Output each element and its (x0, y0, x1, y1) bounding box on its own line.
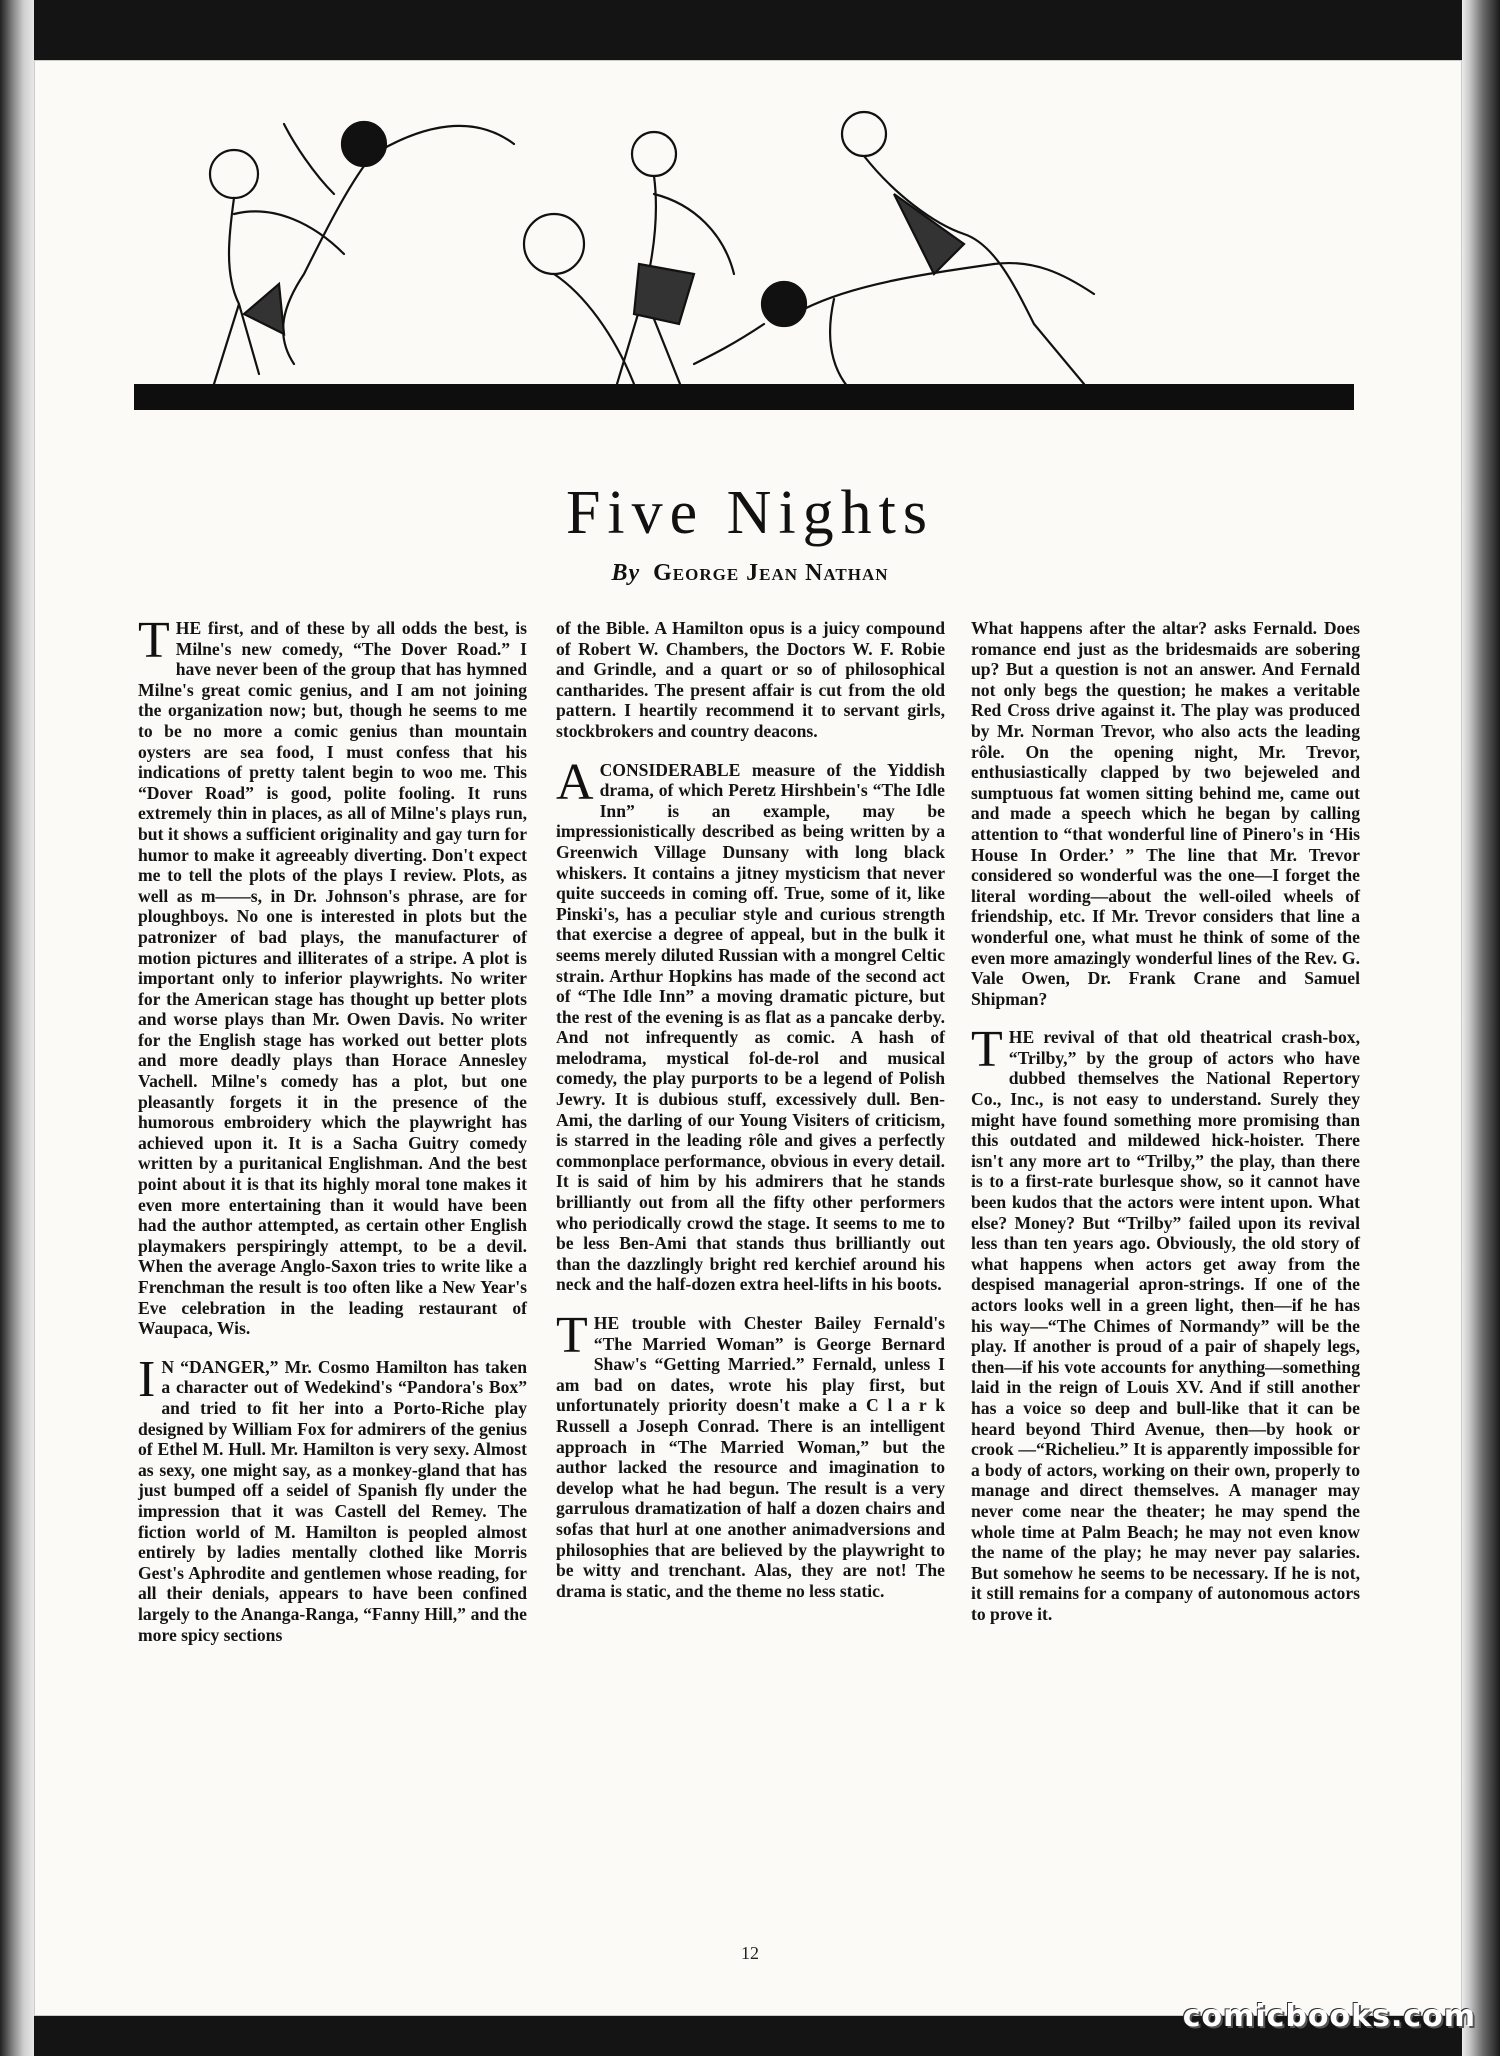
author-name: George Jean Nathan (653, 560, 889, 586)
text-column-1 (138, 612, 527, 1663)
text-column-3 (971, 618, 1360, 1643)
paragraph-text: HE first, and of these by all odds the best, is Milne's new comedy, “The Dover Road.” I have never been of the group that has hymned Milne's great comic genius, and I am not joining the organization now; but, though he seems to me to be no more a comic genius than mountain oysters are sea food, I must confess that his indications of pretty talent begin to woo me. This “Dover Road” is good, polite fooling. It runs extremely thin in places, as all of Milne's plays run, but it shows a sufficient originality and gay turn for humor to make it agreeably diverting. Don't expect me to tell the plots of the plays I review. Plots, as well as m——s, in Dr. Johnson's phrase, are for ploughboys. No one is interested in plots but the patronizer of bad plays, the manufacturer of motion pictures and illiterates of a stripe. A plot is important only to inferior playwrights. No writer for the American stage has thought up better plots and worse plays than Mr. Owen Davis. No writer for the English stage has worked out better plots and more deadly plays than Horace Annesley Vachell. Milne's comedy has a plot, but one pleasantly forgets it in the presence of the humorous embroidery which the playwright has achieved upon it. It is a Sacha Guitry comedy written by a puritanical Englishman. And the best point about it is that its highly moral tone makes it even more entertaining than it would have been had the author attempted, as certain other English playmakers perspiringly attempt, to be a devil. When the average Anglo-Saxon tries to write like a Frenchman the result is too often like a New Year's Eve celebration in the leading restaurant of Waupaca, Wis. (138, 618, 527, 1339)
site-watermark: comicbooks.com (1182, 1999, 1476, 2034)
drop-cap: T (556, 1307, 588, 1364)
paragraph (556, 618, 945, 742)
text-column-2 (556, 618, 945, 1619)
paragraph (971, 618, 1360, 1009)
dancer-head-icon (210, 150, 258, 198)
paragraph (138, 1350, 527, 1645)
binding-gutter-right (1462, 0, 1500, 2056)
paragraph-text: measure of the Yiddish drama, of which Peretz Hirshbein's “The Idle Inn” is an example, may be impressionistically described as being written by a Greenwich Village Dunsany with long black whiskers. It contains a jitney mysticism that never quite succeeds in coming off. True, some of it, like Pinski's, has a peculiar style and curious strength that exercise a degree of appeal, but in the bulk it seems merely diluted Russian with a mongrel Celtic strain. Arthur Hopkins has made of the second act of “The Idle Inn” a moving dramatic picture, but the rest of the evening is as flat as a pancake derby. And not infrequently as comic. A hash of melodrama, mystical fol-de-rol and musical comedy, the play purports to be a legend of Polish Jewry. It is dubious stuff, excessively dull. Ben-Ami, the darling of our Young Visiters of criticism, is starred in the leading rôle and gives a perfectly commonplace performance, obvious in every detail. It is said of him by his admirers that he stands brilliantly out from all the fifty other performers who periodically crowd the stage. It seems to me to be less Ben-Ami that stands thus brilliantly out than the dazzlingly bright red kerchief around his neck and the half-dozen extra heel-lifts in his boots. (556, 759, 945, 1295)
drop-cap: A (556, 753, 594, 811)
paragraph (556, 753, 945, 1295)
lead-in: CONSIDERABLE (599, 759, 741, 780)
byline (0, 560, 1500, 587)
binding-gutter-left (0, 0, 34, 2056)
illustration-floor-bar (134, 384, 1354, 410)
byline-prefix: By (611, 560, 641, 586)
paragraph (971, 1021, 1360, 1624)
drop-cap: T (138, 612, 170, 669)
page-number: 12 (741, 1943, 759, 1963)
paragraph-text: HE trouble with Chester Bailey Fernald's “The Married Woman” is George Bernard Shaw's “Getting Married.” Fernald, unless I am bad on dates, wrote his play first, but unfortunately priority doesn't make a C l a r k Russell a Joseph Conrad. There is an intelligent approach in “The Married Woman,” but the author lacked the resource and imagination to develop what he had begun. The result is a very garrulous dramatization of half a dozen chairs and sofas that hurl at one another animadversions and philosophies that are believed by the playwright to be witty and trenchant. Alas, they are not! The drama is static, and the theme no less static. (556, 1313, 945, 1601)
paragraph-text: N “DANGER,” Mr. Cosmo Hamilton has taken a character out of Wedekind's “Pandora's Box” and tried to fit her into a Porto-Riche play designed by William Fox for admirers of the genius of Ethel M. Hull. Mr. Hamilton is very sexy. Almost as sexy, one might say, as a monkey-gland that has just bumped off a seidel of Spanish fly under the impression that it was Castell del Remey. The fiction world of M. Hamilton is peopled almost entirely by ladies mentally clothed like Morris Gest's Aphrodite and gentlemen whose reading, for all their denials, appears to have been confined largely to the Ananga-Ranga, “Fanny Hill,” and the more spicy sections (138, 1356, 527, 1645)
paragraph-text: of the Bible. A Hamilton opus is a juicy compound of Robert W. Chambers, the Doctors W. F. Robie and Grindle, and a quart or so of philosophical cantharides. The present affair is cut from the old pattern. I heartily recommend it to servant girls, stockbrokers and country deacons. (556, 618, 945, 741)
paragraph-text: HE revival of that old theatrical crash-box, “Trilby,” by the group of actors who have dubbed themselves the National Repertory Co., Inc., is not easy to understand. Surely they might have found something more promising than this outdated and mildewed hick-hoister. There isn't any more art to “Trilby,” the play, than there is to a first-rate burlesque show, so it cannot have been kudos that the actors were intent upon. What else? Money? But “Trilby” failed upon its revival less than ten years ago. Obviously, the old story of what happens when actors get away from the despised managerial apron-strings. If one of the actors looks well in a green light, then—if he has his way—“The Chimes of Normandy” will be the play. If another is proud of a pair of shapely legs, then—if his vote accounts for anything—something laid in the reign of Louis XV. And if still another has a voice so deep and bull-like that it can be heard beyond Third Avenue, then—by hook or crook —“Richelieu.” It is apparently impossible for a body of actors, working on their own, properly to manage and direct themselves. A manager may never come near the theater; he may spend the whole time at Palm Beach; he may not even know the name of the play; he may never pay salaries. But somehow he seems to be necessary. If he is not, it still remains for a company of autonomous actors to prove it. (971, 1027, 1360, 1624)
paragraph (138, 612, 527, 1339)
dancers-illustration (134, 84, 1354, 424)
drop-cap: T (971, 1021, 1003, 1079)
paragraph (556, 1307, 945, 1601)
drop-cap: I (138, 1350, 156, 1408)
article-title: Five Nights (565, 479, 935, 547)
paragraph-text: What happens after the altar? asks Fernald. Does romance end just as the bridesmaids are sobering up? But a question is not an answer. And Fernald not only begs the question; he makes a veritable Red Cross drive against it. The play was produced by Mr. Norman Trevor, who also acts the leading rôle. On the opening night, Mr. Trevor, enthusiastically clapped by two bejeweled and sumptuous fat women sitting behind me, came out and made a speech which he began by calling attention to “that wonderful line of Pinero's in ‘His House In Order.’ ” The line that Mr. Trevor considered so wonderful was the one—I forget the literal wording—about the well-oiled wheels of friendship, etc. If Mr. Trevor considers that line a wonderful one, what must he think of some of the even more amazingly wonderful lines of the Rev. G. Vale Owen, Dr. Frank Crane and Samuel Shipman? (971, 618, 1360, 1009)
